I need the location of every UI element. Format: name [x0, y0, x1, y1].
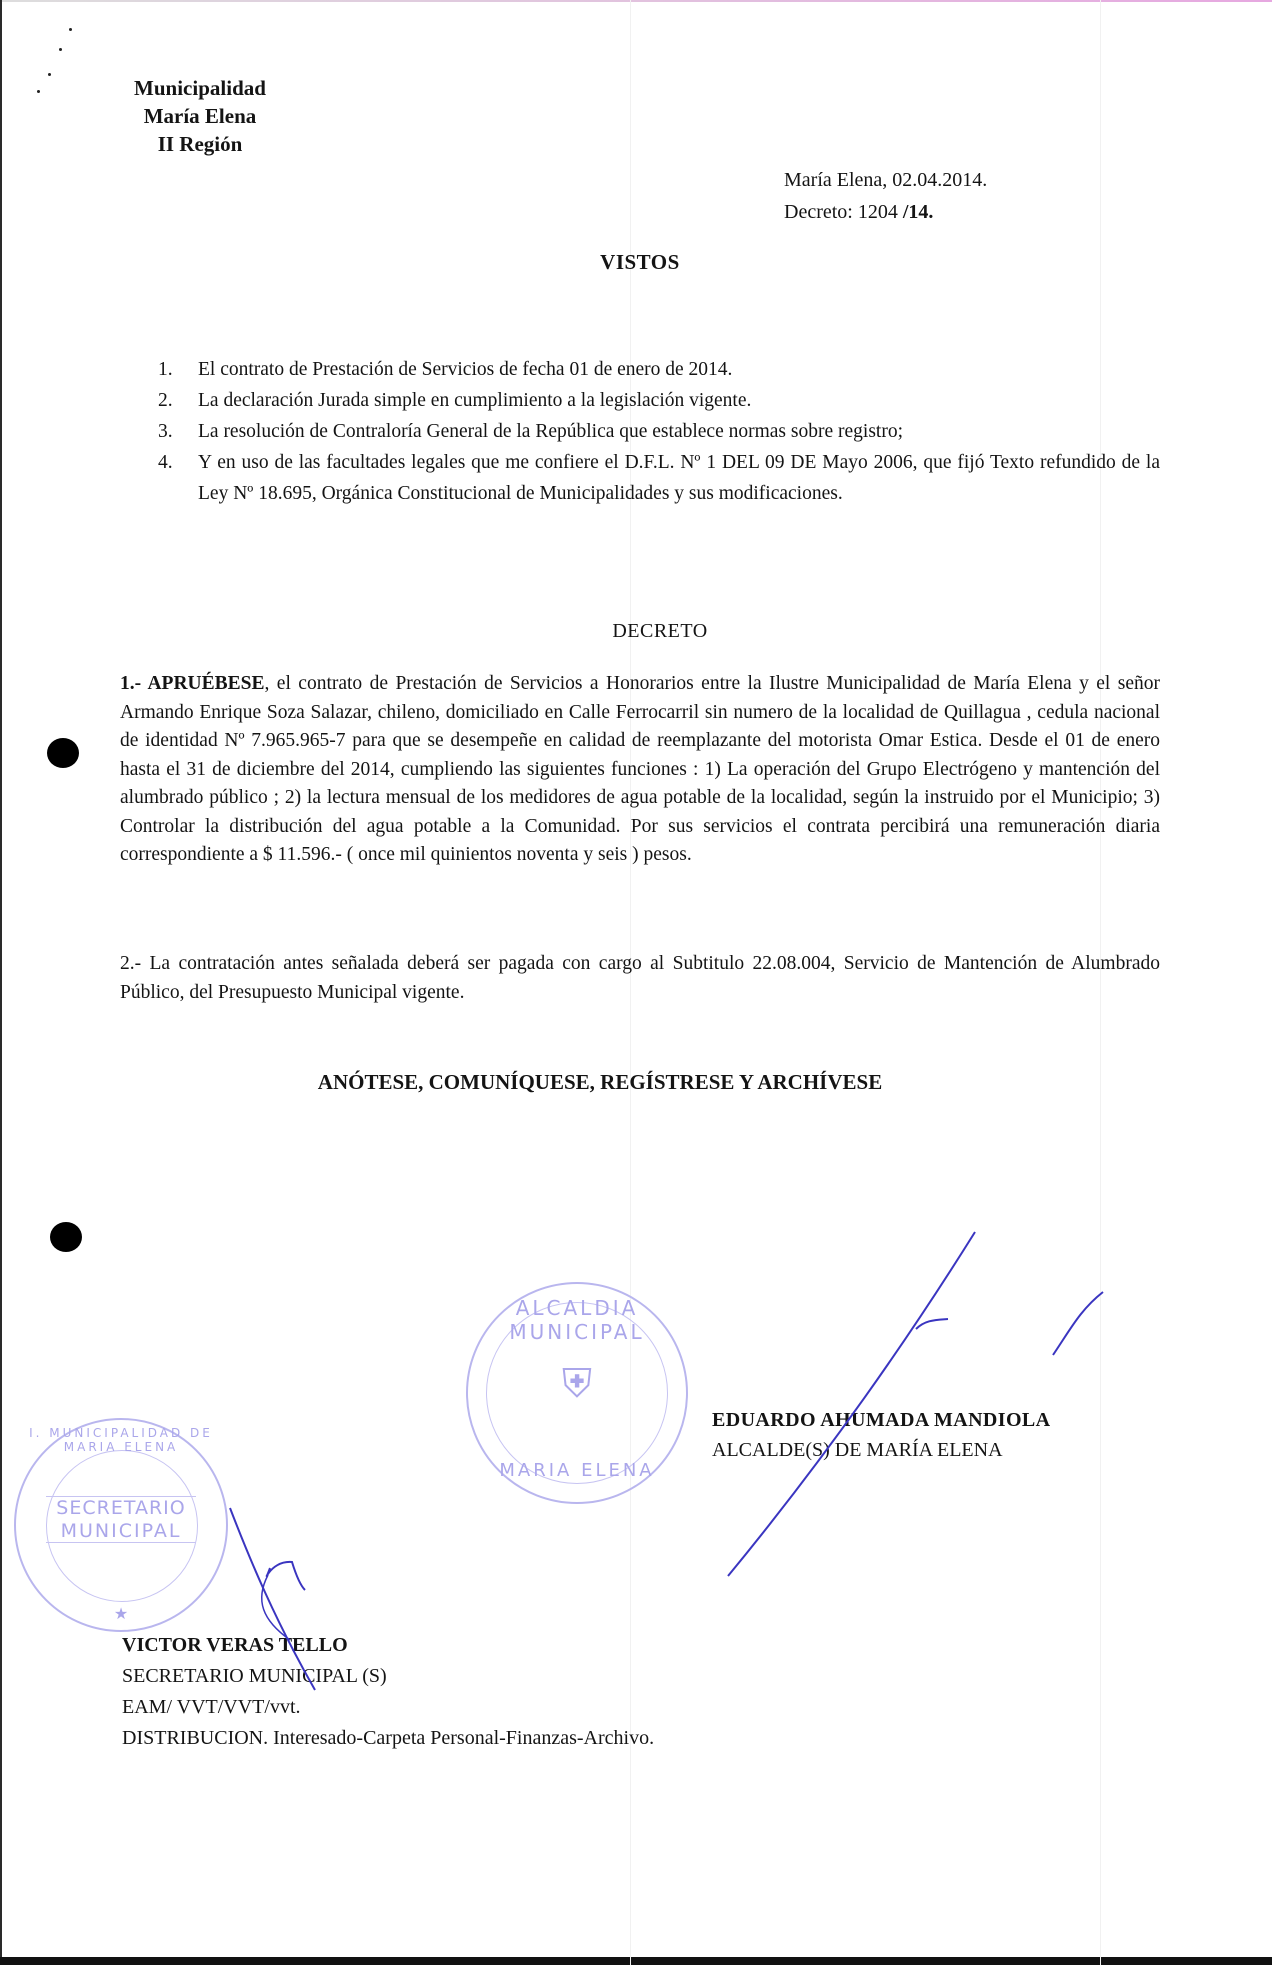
secretary-signature-block: [122, 1630, 654, 1754]
article-1-lead: 1.- APRUÉBESE: [120, 673, 265, 694]
secretary-title: SECRETARIO MUNICIPAL (S): [122, 1665, 387, 1687]
item-number: 1.: [158, 359, 173, 380]
municipality-letterhead: [100, 74, 300, 158]
closing-formula: ANÓTESE, COMUNÍQUESE, REGÍSTRESE Y ARCHÍVESE: [317, 1070, 883, 1094]
scan-speck: [69, 28, 72, 31]
vistos-item: [150, 385, 1160, 416]
mayor-signature-stroke: [916, 1319, 948, 1329]
mayor-signature-block: [712, 1405, 1051, 1465]
article-1-text: , el contrato de Prestación de Servicios a Honorarios entre la Ilustre Municipalidad de María Elena y el señor Armando Enrique Soza Salazar, chileno, domiciliado en Calle Ferrocarril sin numero de la localidad de Quillagua , cedula nacional de identidad Nº 7.965.965-7 para que se desempeñe en calidad de reemplazante del motorista Omar Estica. Desde el 01 de enero hasta el 31 de diciembre del 2014, cumpliendo las siguientes funciones : 1) La operación del Grupo Electrógeno y mantención del alumbrado público ; 2) la lectura mensual de los medidores de agua potable de la localidad, según la instruido por el Municipio; 3) Controlar la distribución del agua potable a la Comunidad. Por sus servicios el contrata percibirá una remuneración diaria correspondiente a $ 11.596.- ( once mil quinientos noventa y seis ) pesos.: [120, 673, 1160, 865]
secretario-stamp: [14, 1418, 228, 1632]
mayor-title: ALCALDE(S) DE MARÍA ELENA: [712, 1439, 1003, 1461]
item-number: 2.: [158, 390, 173, 411]
alcaldia-stamp: [466, 1282, 688, 1504]
secretary-name: VICTOR VERAS TELLO: [122, 1634, 348, 1656]
coat-of-arms-icon: ⛨: [562, 1361, 592, 1407]
stamp-bottom-text: MARIA ELENA: [499, 1460, 655, 1481]
vistos-list: [150, 354, 1160, 509]
stamp-top-text: ALCALDIA MUNICIPAL: [509, 1296, 645, 1344]
secretary-signature-stroke: [267, 1562, 305, 1590]
decree-article-1: [120, 670, 1160, 870]
mayor-name: EDUARDO AHUMADA MANDIOLA: [712, 1409, 1051, 1431]
mayor-signature-stroke: [728, 1232, 975, 1576]
scan-speck: [48, 73, 51, 76]
letterhead-line: Municipalidad: [134, 76, 266, 100]
scan-speck: [59, 48, 62, 51]
star-icon: ★: [113, 1604, 129, 1623]
vistos-heading: VISTOS: [600, 250, 680, 274]
item-text: La resolución de Contraloría General de la República que establece normas sobre registro;: [198, 421, 903, 442]
letterhead-line: II Región: [157, 132, 243, 156]
mayor-signature-stroke: [1053, 1292, 1103, 1355]
item-text: Y en uso de las facultades legales que me confiere el D.F.L. Nº 1 DEL 09 DE Mayo 2006, que fijó Texto refundido de la Ley Nº 18.695, Orgánica Constitucional de Municipalidades y sus modificaciones.: [198, 452, 1160, 504]
decreto-heading: DECRETO: [612, 620, 708, 642]
scan-edge-top: [0, 0, 1272, 2]
decree-number: [784, 196, 987, 228]
vistos-item: [150, 354, 1160, 385]
decree-article-2: 2.- La contratación antes señalada deberá ser pagada con cargo al Subtitulo 22.08.004, Servicio de Mantención de Alumbrado Público, del Presupuesto Municipal vigente.: [120, 953, 1160, 1003]
decree-suffix: /14.: [902, 201, 934, 223]
scan-edge-left: [0, 0, 2, 1965]
stamp-ring-text: I. MUNICIPALIDAD DE MARIA ELENA: [29, 1426, 213, 1454]
vistos-item: [150, 447, 1160, 509]
distribution: DISTRIBUCION. Interesado-Carpeta Personal-Finanzas-Archivo.: [122, 1727, 655, 1749]
scan-edge-bottom: [0, 1957, 1272, 1965]
letterhead-line: María Elena: [143, 104, 257, 128]
item-number: 3.: [158, 421, 173, 442]
stamp-center-line-1: SECRETARIO: [46, 1496, 196, 1519]
scan-speck: [37, 90, 40, 93]
place-date: María Elena, 02.04.2014.: [784, 169, 988, 191]
item-text: El contrato de Prestación de Servicios de fecha 01 de enero de 2014.: [198, 359, 733, 380]
initials: EAM/ VVT/VVT/vvt.: [122, 1696, 301, 1718]
item-text: La declaración Jurada simple en cumplimiento a la legislación vigente.: [198, 390, 752, 411]
dateline: [784, 164, 987, 228]
item-number: 4.: [158, 452, 173, 473]
punch-hole: [47, 738, 79, 768]
stamp-center-line-2: MUNICIPAL: [46, 1520, 196, 1543]
vistos-item: [150, 416, 1160, 447]
punch-hole: [50, 1222, 82, 1252]
decree-label: Decreto: 1204: [784, 201, 898, 223]
